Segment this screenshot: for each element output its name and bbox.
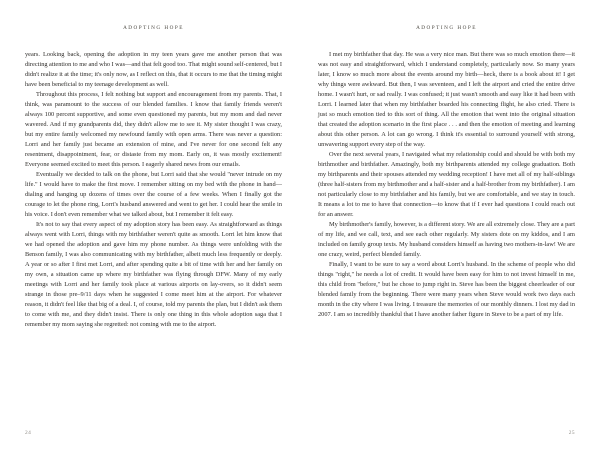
- running-head-right: ADOPTING HOPE: [416, 25, 477, 31]
- paragraph: years. Looking back, opening the adoption in my teen years gave me another person that was directing attention to me and who I was—and that felt good too. That might sound self-centered, but I didn't realize it at the time; it's only now, as I reflect on this, that it occurs to me that the timing might have been beneficial to my teenage development as well.: [25, 51, 282, 89]
- paragraph: It's not to say that every aspect of my adoption story has been easy. As straightforward as things always went with Lorri, things with my birthfather weren't quite as smooth. Lorri let him know that we had opened the adoption and gave him my phone number. As things were unfolding with the Benson family, I was also communicating with my birthfather, albeit much less frequently or deeply. A year or so after I first met Lorri, and after spending quite a bit of time with her and her family on my own, a situation came up where my birthfather was flying through DFW. Many of my early meetings with Lorri and her family took place at various airports on lay-overs, so it didn't seem strange in those pre–9/11 days when he suggested I come meet him at the airport. For whatever reason, it didn't feel like that big of a deal. I, of course, told my parents the plan, but I didn't ask them to come with me, and they didn't insist. There is only one thing in this whole adoption saga that I remember my mom saying she regretted: not coming with me to the airport.: [25, 221, 282, 329]
- page-number-left: 24: [25, 430, 32, 436]
- page-number-right: 25: [568, 430, 575, 436]
- running-head-left: ADOPTING HOPE: [123, 25, 184, 31]
- paragraph: Eventually we decided to talk on the phone, but Lorri said that she would "never intrude on my life." I would have to make the first move. I remember sitting on my bed with the phone in hand—dialing and hanging up dozens of times over the course of a few weeks. When I finally got the courage to let the phone ring, Lorri's husband answered and went to get her. I could hear the smile in his voice. I don't even remember what we talked about, but I remember it felt easy.: [25, 171, 282, 219]
- paragraph: I met my birthfather that day. He was a very nice man. But there was so much emotion there—it was not easy and straightforward, which I understand completely, particularly now. So many years later, I know so much more about the events around my birth—heck, there is a book about it! I get why things were awkward. But then, I was seventeen, and I left the airport and cried the entire drive home. I wasn't hurt, or sad really. I was confused; it just wasn't smooth and easy like it had been with Lorri. I learned later that when my birthfather boarded his connecting flight, he also cried. There is just so much emotion tied to this sort of thing. All the emotion that went into the original situation that created the adoption scenario in the first place . . . and then the emotion of meeting and learning about this other person. A lot can go wrong. I think it's essential to surround yourself with strong, unwavering support every step of the way.: [318, 51, 575, 149]
- paragraph: Finally, I want to be sure to say a word about Lorri's husband. In the scheme of people who did things "right," he needs a lot of credit. It would have been easy for him to not invest himself in me, this child from "before," but he chose to jump right in. Steve has been the biggest cheerleader of our blended family from the beginning. There were many years when Steve would work two days each month in the city where I was living. I treasure the memories of our monthly dinners. I lost my dad in 2007. I am so incredibly thankful that I have another father figure in Steve to be a part of my life.: [318, 261, 575, 319]
- paragraph: My birthmother's family, however, is a different story. We are all extremely close. They are a part of my life, and we call, text, and see each other regularly. My sisters dote on my kiddos, and I am included on family group texts. My husband considers himself as having two mothers-in-law! We are one crazy, weird, perfect blended family.: [318, 221, 575, 259]
- paragraph: Over the next several years, I navigated what my relationship could and should be with both my birthmother and birthfather. Amazingly, both my birthparents attended my college graduation. Both my birthparents and their spouses attended my wedding reception! I have met all of my half-siblings (three half-sisters from my birthmother and a half-sister and a half-brother from my birthfather). I am not particularly close to my birthfather and his family, but we are comfortable, and we stay in touch. It means a lot to me to have that connection—to know that if I ever had questions I could reach out for an answer.: [318, 151, 575, 219]
- left-page-text-column: [25, 50, 282, 330]
- right-page-text-column: [318, 50, 575, 320]
- right-page: [300, 0, 600, 450]
- paragraph: Throughout this process, I felt nothing but support and encouragement from my parents. That, I think, was paramount to the success of our blended families. I know that family friends weren't always 100 percent supportive, and some even questioned my parents, but my mom and dad never wavered. And if my grandparents did, they didn't allow me to see it. My sister thought I was crazy, but my entire family welcomed my newfound family with open arms. There was never a question: Lorri and her family just became an extension of mine, and I've never for one second felt any resentment, disappointment, fear, or distaste from my mom. Early on, it was mostly excitement! Everyone seemed excited to meet this person. I eagerly shared news from our emails.: [25, 91, 282, 169]
